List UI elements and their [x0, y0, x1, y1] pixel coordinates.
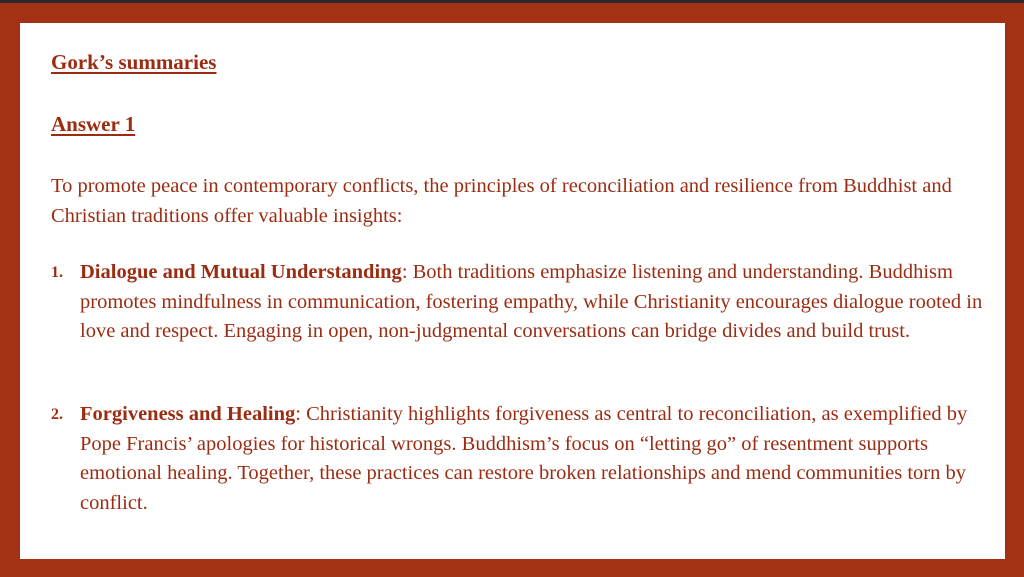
- summary-list-1: [51, 258, 986, 347]
- answer-heading: Answer 1: [51, 112, 136, 136]
- list-item: [51, 400, 986, 518]
- intro-paragraph: To promote peace in contemporary conflicts, the principles of reconciliation and resilience from Buddhist and Christian traditions offer valuable insights:: [51, 175, 952, 227]
- list-item-text: : Christianity highlights forgiveness as central to reconciliation, as exemplified by Pope Francis’ apologies for historical wrongs. Buddhism’s focus on “letting go” of resentment supports emotional healing. Together, these practices can restore broken relationships and mend communities torn by conflict.: [80, 403, 968, 514]
- list-number: 2.: [51, 406, 63, 423]
- document-title: Gork’s summaries: [51, 50, 217, 74]
- slide-frame: [0, 3, 1024, 577]
- list-item-term: Forgiveness and Healing: [80, 403, 296, 425]
- summary-list-2: [51, 400, 986, 518]
- list-number: 1.: [51, 264, 63, 281]
- list-item-text: : Both traditions emphasize listening and understanding. Buddhism promotes mindfulness in communication, fostering empathy, while Christianity encourages dialogue rooted in love and respect. Engaging in open, non-judgmental conversations can bridge divides and build trust.: [80, 261, 983, 342]
- list-item-term: Dialogue and Mutual Understanding: [80, 261, 402, 283]
- content-sheet: [20, 23, 1005, 559]
- list-item: [51, 258, 986, 347]
